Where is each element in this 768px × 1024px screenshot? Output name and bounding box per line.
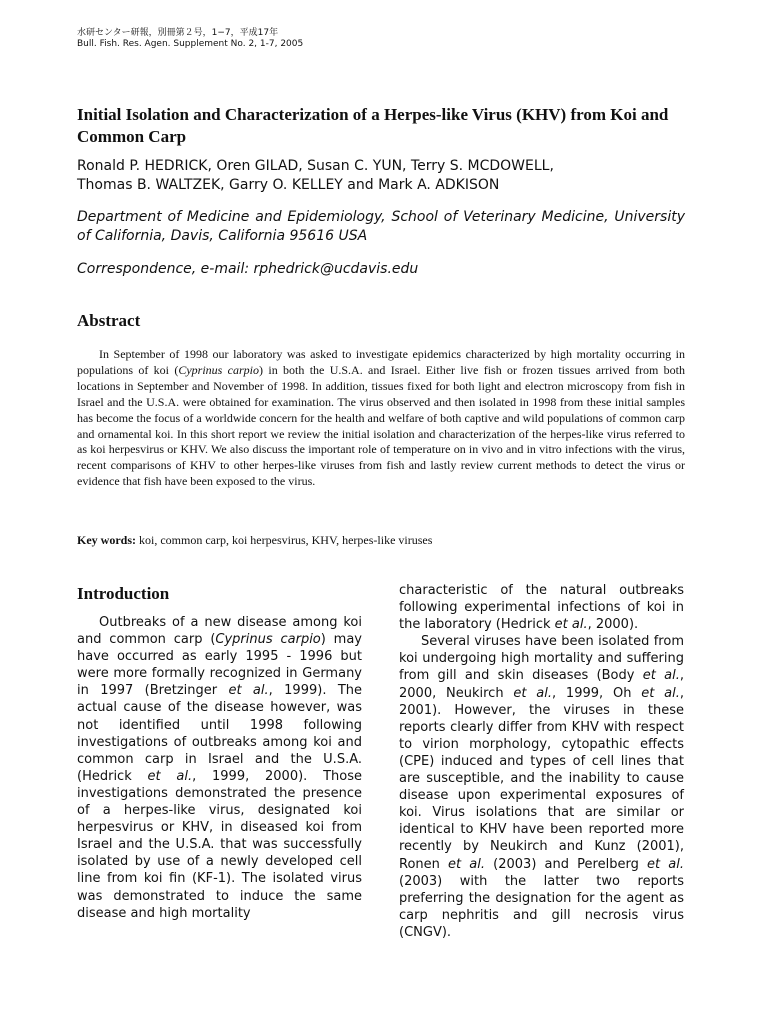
abstract-text-part-2: ) in both the U.S.A. and Israel. Either live fish or frozen tissues arrived from both locations in September and November of 1998. In addition, tissues fixed for both light and electron microscopy from fish in Israel and the U.S.A. were obtained for examination. The virus observed and then isolated in 1998 from these initial samples has become the focus of a worldwide concern for the health and welfare of both captive and wild populations of common carp and ornamental koi. In this short report we review the initial isolation and characterization of the herpes-like virus referred to as koi herpesvirus or KHV. We also discuss the important role of temperature on in vivo and in vitro infections with the virus, recent comparisons of KHV to other herpes-like viruses from fish and lastly review current methods to detect the virus or evidence that fish have been exposed to the virus. — [77, 362, 686, 489]
introduction-heading: Introduction — [77, 584, 170, 603]
abstract-heading: Abstract — [77, 311, 141, 330]
abstract-text — [77, 347, 685, 490]
intro-paragraph-2: Several viruses have been isolated from koi undergoing high mortality and suffering from gill and skin diseases (Body et al., 2000, Neukirch et al., 1999, Oh et al., 2001). However, the viruses in these reports clearly differ from KHV with respect to virion morphology, cytopathic effects (CPE) induced and types of cell lines that are susceptible, and the inability to cause disease upon experimental exposures of koi. Virus isolations that are similar or identical to KHV have been reported more recently by Neukirch and Kunz (2001), Ronen et al. (2003) and Perelberg et al. (2003) with the latter two reports preferring the designation for the agent as carp nephritis and gill necrosis virus (CNGV). — [399, 634, 684, 940]
author-line-2: Thomas B. WALTZEK, Garry O. KELLEY and Mark A. ADKISON — [77, 177, 500, 193]
abstract-species-name: Cyprinus carpio — [178, 362, 260, 377]
keywords — [77, 532, 685, 548]
intro-paragraph-1-continued: characteristic of the natural outbreaks following experimental infections of koi in the laboratory (Hedrick et al., 2000). — [399, 583, 684, 633]
journal-header-japanese: 水研センター研報，別冊第２号，1−7，平成17年 — [77, 28, 279, 38]
keywords-list: koi, common carp, koi herpesvirus, KHV, herpes-like viruses — [136, 533, 433, 547]
journal-header-english: Bull. Fish. Res. Agen. Supplement No. 2, 1-7, 2005 — [77, 39, 304, 49]
author-line-1: Ronald P. HEDRICK, Oren GILAD, Susan C. YUN, Terry S. MCDOWELL, — [77, 158, 554, 174]
paper-title: Initial Isolation and Characterization of a Herpes-like Virus (KHV) from Koi and Common Carp — [77, 105, 669, 146]
affiliation: Department of Medicine and Epidemiology, School of Veterinary Medicine, University of California, Davis, California 95616 USA — [77, 209, 685, 244]
abstract-text-part-1: In September of 1998 our laboratory was asked to investigate epidemics characterized by high mortality occurring in populations of koi ( — [77, 347, 685, 377]
intro-column-left — [77, 614, 362, 922]
keywords-label: Key words: — [77, 533, 136, 547]
intro-column-right — [399, 582, 684, 941]
author-list — [77, 157, 697, 195]
intro-paragraph-1: Outbreaks of a new disease among koi and common carp (Cyprinus carpio) may have occurred as early 1995 - 1996 but were more formally recognized in Germany in 1997 (Bretzinger et al., 1999). The actual cause of the disease however, was not identified until 1998 following investigations of outbreaks among koi and common carp in Israel and the U.S.A. (Hedrick et al., 1999, 2000). Those investigations demonstrated the presence of a herpes-like virus, designated koi herpesvirus or KHV, in diseased koi from Israel and the U.S.A. that was successfully isolated by use of a newly developed cell line from koi fin (KF-1). The isolated virus was demonstrated to induce the same disease and high mortality — [77, 615, 363, 921]
correspondence-email: Correspondence, e-mail: rphedrick@ucdavis.edu — [77, 261, 419, 277]
